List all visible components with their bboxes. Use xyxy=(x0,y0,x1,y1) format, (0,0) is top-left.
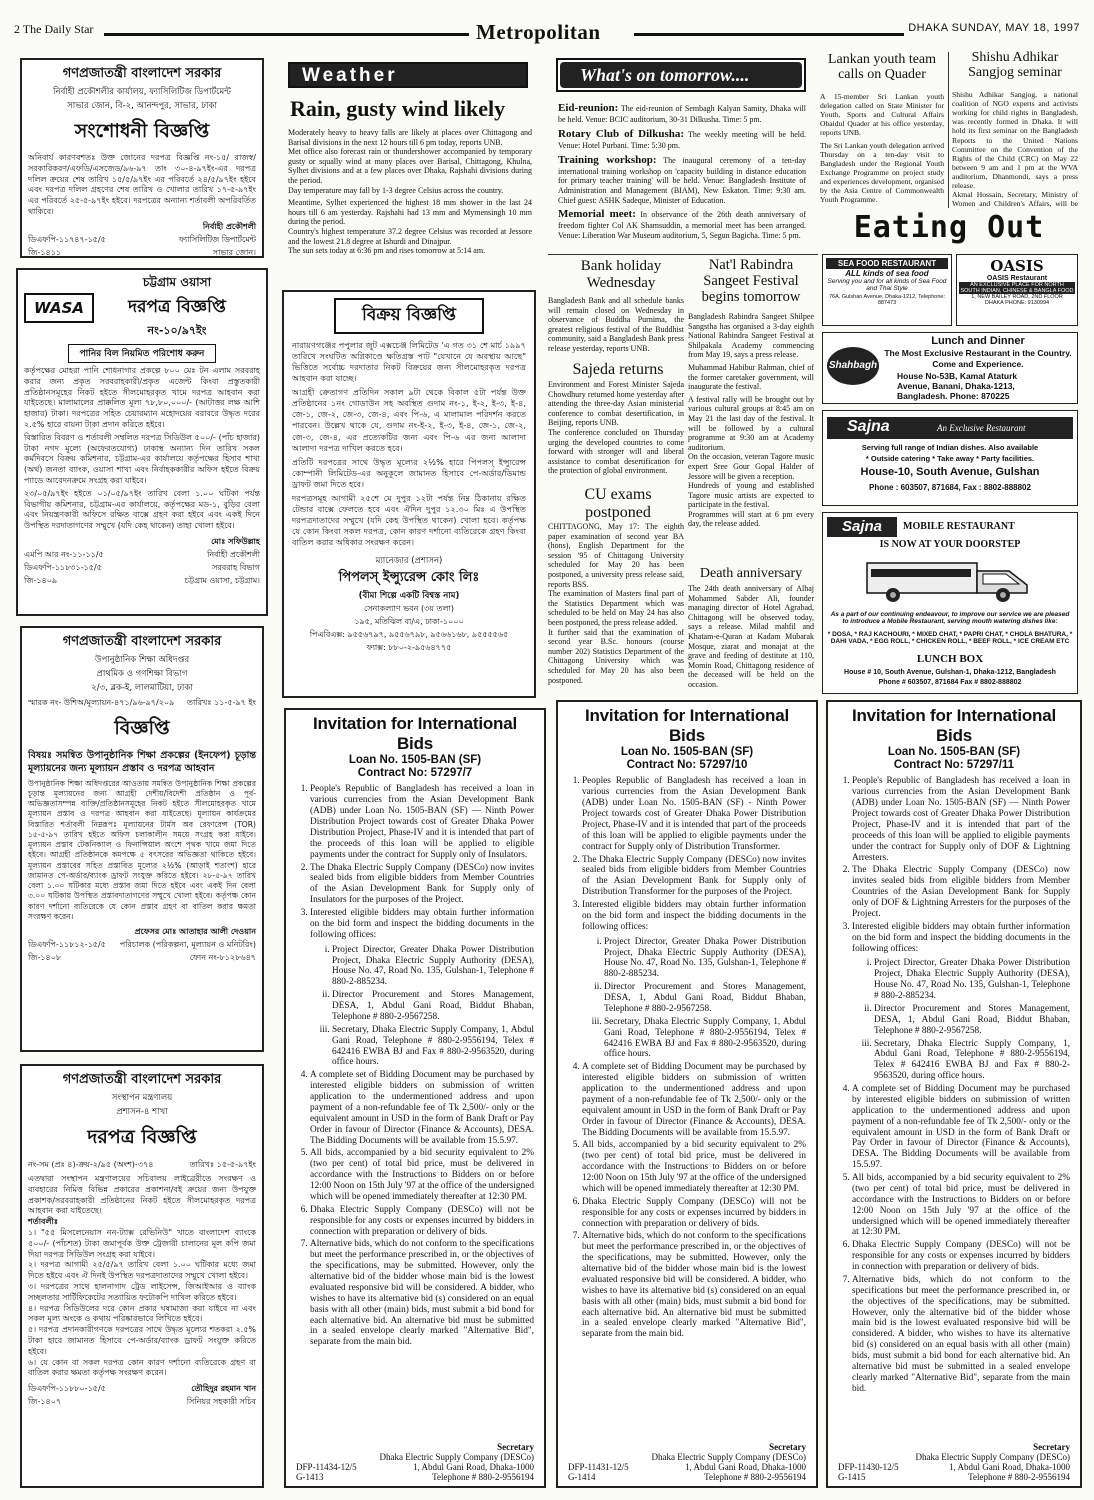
ad-memo-date: তারিখঃ ১১-৫-৯৭ ইং xyxy=(187,698,256,707)
masthead-rule-right xyxy=(634,33,904,36)
bid-gno: G-1414 xyxy=(568,1472,596,1482)
oasis-logo: OASIS xyxy=(990,257,1044,275)
shahbagh-title: Lunch and Dinner xyxy=(931,335,1025,347)
bid-secretary: Secretary xyxy=(1033,1442,1070,1452)
ad-headline: সংশোধনী বিজ্ঞপ্তি xyxy=(74,120,210,142)
sea-food-line1: ALL kinds of sea food xyxy=(845,269,929,278)
weather-label: Weather xyxy=(302,65,398,86)
event-text: The eid-reunion of Sembagh Kalyan Samity, Dhaka will be held. Venue: BCIC auditorium, 30-31 Dilkusha. Time: 5 pm. xyxy=(558,104,806,125)
bid-item-text: Interested eligible bidders may obtain further information on the bid form and inspect the bidding documents in the following offices: xyxy=(310,908,534,940)
rabindra-paragraph: A festival rally will be brought out by various cultural groups at 8:45 am on May 21 the last day of the festival. It will be followed by a cultural programme at 9:30 am at Academy auditorium. xyxy=(688,394,814,452)
bid-item: 6. Dhaka Electric Supply Company (DESCo) will not be responsible for any costs or expenses incurred by bidders in connection with preparation or delivery of bids. xyxy=(582,1197,806,1230)
page-number-paper-name: 2 The Daily Star xyxy=(14,22,94,36)
ad-body-2: বিস্তারিত বিবরণ ও শর্তাবলী সম্বলিত দরপত্র সিডিউল ৫০০/- (পাঁচ হাজার) টাকা নগদ মূল্যে (অফেরতযোগ্য) ঢাকাস্থ অন্যান্য দিন তারিখ সকল কর্মদিবসে বিক্রয় কমিশনার, চট্টগ্রাম-এর কার্যালয়ে কর্তৃপক্ষের হিসাব শাখা (অর্থ) জনতা ব্যাংক, ওয়াসা শাখা এবং নির্বাহককারীর অফিস হইতে বিক্রয় প্যাডে আবেদনক্রমে সংগ্রহ করা যাইবে। xyxy=(24,432,260,485)
ad-signer-phone: ফোন নং-৮১২৮৬৪৭ xyxy=(189,953,256,963)
column-rule xyxy=(548,254,818,255)
cu-paragraph: It further said that the examination of second year B.Sc. honours (course number 202) Statistics Department of the Chittagong University which was scheduled for May 20 has also been postponed. xyxy=(548,627,684,685)
bid-item: 5. All bids, accompanied by a bid security equivalent to 2% (two per cent) of total bid price, must be delivered in accordance with the Instructions to Bidders on or before 12:00 Noon on 15th July '97 at the office of the undersigned which will be opened immediately thereafter at 12:30 PM. xyxy=(852,1173,1070,1238)
ad-condition: ১। "৫৫ মিসলেনেয়াস নন-ট্যাক্স রেভিনিউ" খাতে বাংলাদেশ ব্যাংকে ৫০০/- (পাঁচশত) টাকা জমাপূর্বক উক্ত ট্রেজারী চালানের মূল কপি জমা দিয়া দরপত্র সিডিউল সংগ্রহ করা যাইবে। xyxy=(28,1227,256,1259)
bid-notice-transformer xyxy=(556,700,818,1488)
shishu-paragraph: Shishu Adhikar Sangjog, a national coalition of NGO experts and activists working for child rights in Bangladesh, was recently formed in Dhaka. It will hold its first seminar on the Bangladesh Reports to the United Nations Committee on the Convention of the Rights of the Child (CRC) on May 22 between 9 am and 1 pm at the WVA auditorium, Dhanmondi, says a press release. xyxy=(952,90,1078,191)
shahbagh-address-1: House No-53B, Kamal Ataturk xyxy=(897,371,1018,381)
masthead xyxy=(14,20,1080,46)
ad-signer-dept: ফ্যাসিলিটিজ ডিপার্টমেন্ট xyxy=(179,234,256,244)
mobile-lunch-box: LUNCH BOX xyxy=(916,653,984,665)
shishu-article xyxy=(952,90,1078,210)
mobile-address: House # 10, South Avenue, Gulshan-1, Dhaka-1212, Bangladesh xyxy=(844,669,1056,676)
ad-body-3: ২৩/০৫/৯৭ইং হইতে ০১/০৫/৯৭ইং তারিখ বেলা ১.০০ ঘটিকা পর্যন্ত বিভাগীয় কমিশনার, চট্টগ্রাম-এর কার্যালয়ে, কর্তৃপক্ষের মড-১, বুড়ির বেলা এবং নিয়ন্ত্রণকারী অফিসে রক্ষিত বাক্সে গ্রহণ করা হইবে এবং একই দিনে উপস্থিত দরদাতাগণের সম্মুখে (যদি কেহ থাকেন) তাহা খোলা হইবে। xyxy=(24,488,260,531)
bid-item: 7. Alternative bids, which do not conform to the specifications but meet the performance prescribed in, or the objectives of the specifications, may be submitted. However, only the alternative bid of the bidder whose main bid is the lowest evaluated responsive bid will be considered. A bidder, who wishes to have its alternative bid (s) considered on an equal basis with all other (main) bids, must submit a bid bond for each alternative bid. An alternative bid must be submitted in a sealed envelope clearly marked "Alternative Bid", separate from the main bid. xyxy=(582,1231,806,1340)
ad-address: ২/৩, ব্লক-ই, লালমাটিয়া, ঢাকা xyxy=(91,683,193,693)
mobile-restaurant-ad xyxy=(822,512,1078,694)
bid-office: iii. Secretary, Dhaka Electric Supply Company, 1, Abdul Gani Road, Telephone # 880-2-9556194, Telex # 642416 EWBA BJ and Fax # 880-2-9563520, during office hours. xyxy=(332,1025,534,1069)
rabindra-paragraph: On the occasion, veteran Tagore music expert Sree Gour Gopal Halder of Jessore will be given a reception. xyxy=(688,452,814,481)
bid-office: iii. Secretary, Dhaka Electric Supply Company, 1, Abdul Gani Road, Telephone # 880-2-9556194, Telex # 642416 EWBA BJ and Fax # 880-2-9563520, during office hours. xyxy=(604,1017,806,1061)
bid-item: 4. A complete set of Bidding Document may be purchased by interested eligible bidders on submission of written application to the undermentioned address and upon payment of a non-refundable fee of Tk 2,500/- only or the equivalent amount in USD in the form of Bank Draft or Pay Order in favour of Director (Finance & Accounts), DESA. The Bidding Documents will be available from 15.5.97. xyxy=(852,1084,1070,1171)
bid-loan: Loan No. 1505-BAN (SF) xyxy=(620,746,754,758)
bid-notice-insulators xyxy=(284,708,546,1488)
ad-headline: বিজ্ঞপ্তি xyxy=(114,717,170,739)
mobile-title: MOBILE RESTAURANT xyxy=(903,521,1015,532)
bid-address: 1, Abdul Gani Road, Dhaka-1000 xyxy=(413,1462,534,1472)
section-title: Metropolitan xyxy=(476,20,601,44)
gov-notice-education xyxy=(20,626,264,1052)
ad-subject: বিষয়ঃ সমন্বিত উপানুষ্ঠানিক শিক্ষা প্রকল্পের (ইনফেপ) চূড়ান্ত মূল্যায়নের জন্য মূল্যায়ন প্রস্তাব ও দরপত্র আহবান xyxy=(28,750,256,774)
ad-body: উপানুষ্ঠানিক শিক্ষা অধিদপ্তরের আওতায় সমন্বিত উপানুষ্ঠানিক শিক্ষা প্রকল্পের চূড়ান্ত মূল্যায়নের জন্য আগ্রহী দেশীয়/বিদেশী প্রতিষ্ঠান ও পূর্ব-অভিজ্ঞতাসম্পন্ন ব্যক্তি/প্রতিষ্ঠানসমূহের নিকট হইতে সীলমোহরকৃত খামে মূল্যায়ন প্রস্তাব ও দরপত্র আহবান করা যাইতেছে। মূল্যায়ন কার্যক্রমের বিস্তারিত শর্তাবলী নিম্নরূপঃ মূল্যায়নের টার্মস অব রেফারেন্স (TOR) ১৫-৫-৯৭ তারিখ হইতে অফিস চলাকালীন সময়ে সংগ্রহ করা যাইবে। মূল্যায়ন প্রস্তাব টেকনিক্যাল ও ফিনান্সিয়াল অংশে পৃথক খামে জমা দিতে হইবে। আগ্রহী প্রতিষ্ঠানকে কমপক্ষে ৫ বৎসরের অভিজ্ঞতা থাকিতে হইবে। মূল্যায়ন প্রস্তাবের সহিত প্রস্তাবিত মূল্যের ২½% (আড়াই শতাংশ) হারে জামানত পে-অর্ডার/ব্যাংক ড্রাফট সংযুক্ত করিতে হইবে। ২৮-৫-৯৭ তারিখ বেলা ১.০০ ঘটিকার মধ্যে প্রস্তাব জমা দিতে হইবে এবং একই দিন বেলা ৩.০০ ঘটিকায় উপস্থিত প্রস্তাবদাতাগণের সম্মুখে খোলা হইবে। কর্তৃপক্ষ কোন কারণ দর্শানো ব্যতিরেকে যে কোন প্রস্তাব গ্রহণ বা বাতিল করার ক্ষমতা সংরক্ষণ করেন। xyxy=(28,778,256,921)
ad-condition: ৫। দরপত্র প্রদানকারীগণকে দরপত্রের সাথে উদ্ধৃত মূল্যের শতকরা ২.৫% টাকা হারে জামানত হিসাবে পে-অর্ডার/ব্যাংক ড্রাফট সংযুক্ত করিতে হইবে। xyxy=(28,1325,256,1356)
bid-office: ii. Director Procurement and Stores Management, DESA, 1, Abdul Gani Road, Biddut Bhaban, Telephone # 880-2-9567258. xyxy=(332,990,534,1023)
cu-paragraph: CHITTAGONG, May 17: The eighth paper examination of second year BA (hons), English Department for the session '95 of Chittagong University scheduled for May 20 has been postponed, a university press release said, reports BSS. xyxy=(548,522,684,589)
ad-signer-dept: সরবরাহ বিভাগ xyxy=(212,562,260,572)
wasa-org: চট্টগ্রাম ওয়াসা xyxy=(142,275,212,289)
bid-title: Invitation for International Bids xyxy=(312,714,518,753)
lankan-headline: Lankan youth team calls on Quader xyxy=(827,52,937,83)
bid-item xyxy=(852,922,1070,1082)
bank-holiday-headline: Bank holiday Wednesday xyxy=(580,258,662,291)
ad-ref: ডিএফপি-১১৭৪৭-১৫/৫ xyxy=(28,234,106,244)
bid-phone: Telephone # 880-2-9556194 xyxy=(704,1472,806,1482)
oasis-ad xyxy=(956,254,1078,326)
bid-items xyxy=(568,776,806,1340)
bid-footer xyxy=(838,1442,1070,1482)
sale-notice-headline: বিক্রয় বিজ্ঞপ্তি xyxy=(334,298,484,334)
bid-item: 1. People's Republic of Bangladesh has received a loan in various currencies from the Asian Development Bank (ADB) under Loan No. 1505-BAN (SF) — Ninth Power Distribution Project towards cost of Greater Dhaka Power Distribution Project, Phase-IV and it is intended that part of the proceeds of this loan will be applied to eligible payments under the contract for Supply only of Insulators. xyxy=(310,784,534,860)
bid-items xyxy=(296,784,534,1348)
lankan-article xyxy=(820,92,944,210)
ad-ref-g: জি-১৪০৭ xyxy=(28,1397,62,1407)
sale-p4: দরপত্রসমূহ আগামী ২৫শে মে দুপুর ১২টা পর্যন্ত নিম্ন ঠিকানায় রক্ষিত টেন্ডার বাক্সে ফেলতে হবে এবং ঐদিন দুপুর ১২.৩০ মিঃ এ উপস্থিত দরপত্রদাতাদের সম্মুখে (যদি কেহ উপস্থিত থাকেন) খোলা হবে। কর্তৃপক্ষ যে কোন কিংবা সকল দরপত্র, কোন কারণ দর্শানো ব্যতিরেকে গ্রহণ কিংবা বাতিল করার অধিকার সংরক্ষণ করেন। xyxy=(292,492,526,548)
event-heading: Rotary Club of Dilkusha: xyxy=(558,127,685,140)
weather-article xyxy=(288,128,532,278)
bid-secretary: Secretary xyxy=(497,1442,534,1452)
event-text: The weekly meeting will be held. Venue: Hotel Purbani. Time: 5:30 pm. xyxy=(558,129,806,150)
sale-signer-title: ম্যানেজার (প্রশাসন) xyxy=(375,556,443,567)
shahbagh-line1: The Most Exclusive Restaurant in the Country. xyxy=(884,348,1072,358)
ad-title: গণপ্রজাতন্ত্রী বাংলাদেশ সরকার xyxy=(62,66,222,81)
bid-address: 1, Abdul Gani Road, Dhaka-1000 xyxy=(685,1462,806,1472)
bid-gno: G-1415 xyxy=(838,1472,866,1482)
bid-item: 7. Alternative bids, which do not conform to the specifications but meet the performance prescribed in, or the objectives of the specifications, may be submitted. However, only the alternative bid of the bidder whose main bid is the lowest evaluated responsive bid will be considered. A bidder, who wishes to have its alternative bid (s) considered on an equal basis with all other (main) bids, must submit a bid bond for each alternative bid. An alternative bid must be submitted in a sealed envelope clearly marked "Alternative Bid", separate from the main bid. xyxy=(852,1275,1070,1395)
oasis-phone: DHAKA PHONE: 9130994 xyxy=(984,300,1050,306)
bid-item: 5. All bids, accompanied by a bid security equivalent to 2% (two per cent) of total bid price, must be delivered in accordance with the Instructions to Bidders on or before 12:00 Noon on 15th July '97 at the office of the undersigned which will be opened immediately thereafter at 12:30 PM. xyxy=(582,1140,806,1194)
ad-signer: তৌহিদুর রহমান খান xyxy=(191,1384,256,1394)
sea-food-address: 76A, Gulshan Avenue, Dhaka-1212, Telephone: 887473 xyxy=(829,294,945,306)
bid-item: 2. The Dhaka Electric Supply Company (DESCo) now invites sealed bids from eligible bidders from Member Countries of the Asian Development Bank for Supply only of Distribution Transformer for the purposes of the Project. xyxy=(582,855,806,899)
bid-loan: Loan No. 1505-BAN (SF) xyxy=(348,754,482,766)
ad-signer-title: সিনিয়র সহকারী সচিব xyxy=(186,1397,256,1407)
sajna-address: House-10, South Avenue, Gulshan xyxy=(860,466,1040,478)
weather-paragraph: Day temperature may fall by 1-3 degree Celsius across the country. xyxy=(288,185,504,195)
ad-ref-3: জি-১৪০৯ xyxy=(24,575,58,585)
ad-subtitle-1: সংস্থাপন মন্ত্রণালয় xyxy=(111,1093,173,1103)
tomorrow-label: What's on tomorrow.... xyxy=(580,65,750,85)
ad-headline: দরপত্র বিজ্ঞপ্তি xyxy=(87,1126,197,1148)
ad-address: সাভার জোন, বি-২, আনন্দপুর, সাভার, ঢাকা xyxy=(67,101,217,111)
ad-signer-title: নির্বাহী প্রকৌশলী xyxy=(207,549,260,559)
bid-item: 2. The Dhaka Electric Supply Company (DESCo) now invites sealed bids from eligible bidders from Member Countries of the Asian Development Bank for Supply only of DOF & Lightning Arresters for the purposes of the Project. xyxy=(852,865,1070,919)
bid-office: i. Project Director, Greater Dhaka Power Distribution Project, Dhaka Electric Supply Authority (DESA), House No. 47, Road No. 135, Gulshan-1, Telephone # 880-2-885234. xyxy=(332,945,534,989)
sajna-logo: Sajna xyxy=(847,418,890,435)
mobile-logo: Sajna xyxy=(827,517,897,537)
wasa-tender-notice xyxy=(16,268,268,616)
rabindra-headline: Nat'l Rabindra Sangeet Festival begins tomorrow xyxy=(701,257,801,305)
bid-item: 6. Dhaka Electric Supply Company (DESCo) will not be responsible for any costs or expenses incurred by bidders in connection with preparation or delivery of bids. xyxy=(310,1205,534,1238)
bid-item: 4. A complete set of Bidding Document may be purchased by interested eligible bidders on submission of written application to the undermentioned address and upon payment of a non-refundable fee of Tk 2,500/- only or the equivalent amount in USD in the form of Bank Draft or Pay Order in favour of Director (Finance & Accounts), DESA. The Bidding Documents will be available from 15.5.97. xyxy=(582,1062,806,1138)
sajeda-headline: Sajeda returns xyxy=(572,361,664,378)
sea-food-ad xyxy=(822,254,952,326)
ad-memo: স্মারক নং- উশিঅ/মূল্যায়ন-৪৭১/৯৬-৯৭/২০৯ xyxy=(28,698,175,707)
shishu-paragraph: Akmal Hossain, Secretary, Ministry of Women and Children's Affairs, will be xyxy=(952,190,1078,209)
weather-paragraph: Moderately heavy to heavy falls are likely at places over Chittagong and Barisal divisions in the next 12 hours till 6 pm today, reports UNB. xyxy=(288,128,532,147)
ad-headline: দরপত্র বিজ্ঞপ্তি xyxy=(128,297,226,317)
wasa-banner: পানির বিল নিয়মিত পরিশোধ করুন xyxy=(68,344,216,363)
shahbagh-logo: Shahbagh xyxy=(827,347,879,385)
oasis-address: 1, NEW BAILEY ROAD, 2ND FLOOR xyxy=(971,294,1063,300)
bid-ref: DFP-11434-12/5 xyxy=(296,1462,357,1472)
bid-phone: Telephone # 880-2-9556194 xyxy=(968,1472,1070,1482)
ad-signer-title: পরিচালক (পরিকল্পনা, মূল্যায়ন ও মনিটরিং) xyxy=(119,940,256,950)
cu-exams-headline: CU exams postponed xyxy=(584,486,652,521)
oasis-name: OASIS Restaurant xyxy=(986,275,1048,282)
bid-company: Dhaka Electric Supply Company (DESCo) xyxy=(379,1452,534,1462)
bid-phone: Telephone # 880-2-9556194 xyxy=(432,1472,534,1482)
event-heading: Training workshop: xyxy=(558,153,657,166)
ad-ref-g: জি-১৪১১ xyxy=(28,247,62,257)
cu-paragraph: The examination of Masters final part of the Statistics Department which was scheduled to be held on May 24 has also been postponed, the press release added. xyxy=(548,589,684,627)
shahbagh-address-2: Avenue, Banani, Dhaka-1213, xyxy=(897,381,1015,391)
rabindra-paragraph: Bangladesh Rabindra Sangeet Shilpee Sangstha has organised a 3-day eighth National Rabindra Sangeet Festival at Shilpakala Academy commencing from May 19, says a press release. xyxy=(688,312,814,360)
oasis-line2: SOUTH INDIAN, CHINESE & BANGLA FOOD xyxy=(960,288,1074,294)
dateline: DHAKA SUNDAY, MAY 18, 1997 xyxy=(908,22,1080,34)
oasis-line1: AN EXCLUSIVE PLACE FOR NORTH xyxy=(959,282,1075,288)
bid-contract: Contract No: 57297/7 xyxy=(357,767,473,780)
sajna-phone: Phone : 603507, 871684, Fax : 8802-888802 xyxy=(869,483,1031,492)
lankan-paragraph: A 15-member Sri Lankan youth delegation called on State Minister for Youth, Sports and Cultural Affairs Obaidul Quader at his office yesterday, reports UNB. xyxy=(820,92,944,138)
event-text: In observance of the 26th death anniversary of freedom fighter Col AK Shamsuddin, a memorial meet has been arranged. Venue: Liberation War Museum auditorium, 5, Segun Bagicha. Time: 5 pm. xyxy=(558,210,806,240)
wasa-logo: WASA xyxy=(24,293,94,323)
eating-out-title: Eating Out xyxy=(853,210,1045,245)
weather-paragraph: The sun sets today at 6:36 pm and rises tomorrow at 5:14 am. xyxy=(288,246,486,256)
bid-office: ii. Director Procurement and Stores Management, DESA, 1, Abdul Gani Road, Biddut Bhaban, Telephone # 880-2-9567258. xyxy=(874,1004,1070,1037)
ad-condition: ৩। দরপত্রের সাথে হালনাগাদ ট্রেড লাইসেন্স, জিআইআর ও ব্যাংক সচ্ছলতার সার্টিফিকেটের সত্যায়িত ফটোকপি দাখিল করিতে হইবে। xyxy=(28,1281,256,1302)
sale-p1: নারায়ণগঞ্জের পপুলার জুট এক্সচেঞ্জ লিমিটেড 'এ গত ৩১ শে মার্চ ১৯৯৭ তারিখে সংঘটিত অগ্নিকাণ্ডে ক্ষতিগ্রস্ত পাট "যেখানে যে অবস্থায় আছে" ভিত্তিতে সর্বোচ্চ দরদাতার নিকট বিক্রয়ের জন্য সীলমোহরকৃত দরপত্র আহবান করা যাচ্ছে। xyxy=(292,340,526,384)
gov-notice-tender xyxy=(20,1064,264,1488)
gov-notice-correction xyxy=(20,58,264,258)
ad-ref: এমপি আর নং-১১-১১/৫ xyxy=(24,549,104,559)
sale-notice xyxy=(282,290,536,698)
bid-item xyxy=(310,908,534,1068)
sajna-line1: Serving full range of Indian dishes. Also available xyxy=(861,443,1039,452)
ad-number: নং-সম (প্রঃ ৪)-ক্রয়-২/৯৫ (অংশ)-৩৭৪ xyxy=(28,1160,154,1169)
weather-paragraph: Country's highest temperature 37.2 degree Celsius was recorded at Jessore and the lowest 21.8 degree at Ishurdi and Dinajpur. xyxy=(288,226,532,246)
ad-condition: ২। দরপত্র আগামী ২৫/৫/৯৭ তারিখ বেলা ১.০০ ঘটিকার মধ্যে জমা দিতে হইবে এবং ঐ দিনই উপস্থিত দরপত্রদাতাদের সম্মুখে খোলা হইবে। xyxy=(28,1260,256,1281)
mobile-phone: Phone # 603507, 871684 Fax # 8802-888802 xyxy=(878,679,1022,686)
bid-item-text: Interested eligible bidders may obtain further information on the bid form and inspect the bidding documents in the following offices: xyxy=(852,921,1070,954)
sale-p3: প্রতিটি দরপত্রের সাথে উদ্ধৃত মূল্যের ২½% হারে পিপলস্ ইন্স্যুরেন্স কোম্পানী লিমিটেড-এর অনুকূলে জামানত হিসাবে পে-অর্ডার/ডিমান্ড ড্রাফট জমা দিতে হবে। xyxy=(292,456,526,489)
mobile-subtitle: IS NOW AT YOUR DOORSTEP xyxy=(879,539,1021,550)
bid-item: 6. Dhaka Electric Supply Company (DESCo) will not be responsible for any costs or expenses incurred by bidders in connection with preparation or delivery of bids. xyxy=(852,1240,1070,1273)
bid-office: ii. Director Procurement and Stores Management, DESA, 1, Abdul Gani Road, Biddut Bhaban, Telephone # 880-2-9567258. xyxy=(604,982,806,1015)
weather-paragraph: Meantime, Sylhet experienced the highest 18 mm shower in the last 24 hours till 6 am yesterday. Rajshahi had 13 mm and Mymensingh 10 mm during the period. xyxy=(288,198,532,227)
ad-subtitle-1: উপানুষ্ঠানিক শিক্ষা অধিদপ্তর xyxy=(94,655,190,665)
ad-condition: ৬। যে কোন বা সকল দরপত্র কোন কারণ দর্শানো ব্যতিরেকে গ্রহণ বা বাতিল করার ক্ষমতা কর্তৃপক্ষ সংরক্ষণ করেন। xyxy=(28,1357,256,1378)
weather-label-box xyxy=(288,62,528,88)
mobile-dishes: * DOSA, * RAJ KACHOURI, * MIXED CHAT, * PAPRI CHAT, * CHOLA BHATURA, * DAHI VADA, * EGG ROLL, * CHICKEN ROLL, * BEEF ROLL, * ICE CREAM ETC xyxy=(827,631,1073,645)
rabindra-paragraph: Hundreds of young and established Tagore music artists are expected to participate in the festival. xyxy=(688,481,814,510)
bid-secretary: Secretary xyxy=(769,1442,806,1452)
sajna-tagline: An Exclusive Restaurant xyxy=(937,423,1026,433)
event-heading: Eid-reunion: xyxy=(558,102,619,114)
bid-items xyxy=(838,776,1070,1394)
bid-ref: DFP-11431-12/5 xyxy=(568,1462,629,1472)
bid-office: i. Project Director, Greater Dhaka Power Distribution Project, Dhaka Electric Supply Authority (DESA), House No. 47, Road No. 135, Gulshan-1, Telephone # 880-2-885234. xyxy=(874,958,1070,1002)
delivery-van-icon xyxy=(863,555,1039,607)
sajeda-paragraph: Environment and Forest Minister Sajeda Chowdhury returned home yesterday after attending the three-day Asian ministerial conference to combat desertification, in Beijing, reports UNB. xyxy=(548,380,684,428)
ad-condition: ৪। দরপত্র সিডিউলের দরে কোন প্রকার ঘষামাজা করা যাইবে না এবং সকল মূল্য অংকে ও কথায় পরিষ্কারভাবে লিখিতে হইবে। xyxy=(28,1303,256,1324)
mobile-intro: As a part of our continuing endeavour, to improve our service we are pleased to introduce a Mobile Restaurant, serving mouth watering dishes like: xyxy=(830,611,1070,625)
sale-company: পিপলস্ ইন্স্যুরেন্স কোং লিঃ xyxy=(338,570,480,586)
bid-contract: Contract No: 57297/10 xyxy=(626,759,748,772)
ad-signer: নির্বাহী প্রকৌশলী xyxy=(202,221,256,231)
sale-fax: ফ্যাক্স: ৮৮০-২-৯৫৬৪৭৭৫ xyxy=(366,643,452,653)
bid-title: Invitation for International Bids xyxy=(851,706,1057,745)
ad-body-1: কর্তৃপক্ষের মোহরা পানি শোধনাগার প্রকল্পে ৮০০ মেঃ টন এলাম সরবরাহ করার জন্য প্রকৃত সরবরাহকারী/প্রকৃত এজেন্ট কিংবা প্রস্তুতকারী প্রতিষ্ঠানসমূহের নিকট হইতে সীলমোহরকৃত খামে দরপত্র আহবান করা যাইতেছে। মালামালের প্রাক্কলিত মূল্য ৭৮,৮০,০০০/- (আটাত্তর লক্ষ আশি হাজার) টাকা। দরপত্রের সহিত চেয়ারম্যান মহোদয়ের বরাবরে উদ্ধৃত দরের ২.৫% হারে বায়না টাকা প্রদান করিতে হইবে। xyxy=(24,366,260,429)
masthead-rule-left xyxy=(104,33,469,36)
bank-holiday-text: Bangladesh Bank and all schedule banks will remain closed on Wednesday in observance of Buddha Purnima, the greatest religious festival of the Buddhist community, said a Bangladesh Bank press release yesterday, reports UNB. xyxy=(548,296,684,353)
bid-item: 1. Peoples Republic of Bangladesh has received a loan in various currencies from the Asian Development Bank (ADB) under Loan No. 1505-BAN (SF) - Ninth Power Project towards cost of Greater Dhaka Power Distribution Project, Phase-IV and it is intended that part of the proceeds of this loan will be applied to eligible payments under the contract for Supply only of Distribution Transformer. xyxy=(582,776,806,852)
ad-ref: ডিএফপি-১১৮১২-১৫/৫ xyxy=(28,940,106,950)
ad-ref-2: ডিএফপি-১১৮৩১-১৫/৫ xyxy=(24,562,102,572)
lankan-paragraph: The Sri Lankan youth delegation arrived Thursday on a ten-day visit to Bangladesh under the Regional Youth Exchange Programme on project study and experiences development, organised by the Asia Centre of Commonwealth Youth Programme. xyxy=(820,140,944,205)
rabindra-paragraph: Muhammad Habibur Rahman, chief of the former caretaker government, will inaugurate the festival. xyxy=(688,362,814,392)
ad-subtitle: নির্বাহী প্রকৌশলীর কার্যালয়, ফ্যাসিলিটিজ ডিপার্টমেন্ট xyxy=(53,87,231,97)
bid-loan: Loan No. 1505-BAN (SF) xyxy=(887,746,1021,758)
ad-intro: এতদ্বারা সংস্থাপন মন্ত্রণালয়ের সচিবালয় লাইব্রেরীতে সংরক্ষণ ও ব্যবহারের নিমিত্ত বিভিন্ন প্রকারের প্রকাশনা/বই ক্রয়ের জন্য উপযুক্ত প্রকাশক/সরবরাহকারী প্রতিষ্ঠানের নিকট হইতে সীলমোহরকৃত দরপত্র আহবান করা যাইতেছে। xyxy=(28,1174,256,1216)
rabindra-article xyxy=(688,312,814,564)
ad-signer: মোঃ সফিউল্লাহ xyxy=(211,536,260,546)
ad-date: তারিখঃ ১৫-৫-৯৭ইং xyxy=(189,1160,256,1169)
bid-item-text: Interested eligible bidders may obtain further information on the bid form and inspect the bidding documents in the following offices: xyxy=(582,900,806,932)
ad-title: গণপ্রজাতন্ত্রী বাংলাদেশ সরকার xyxy=(62,634,222,649)
sale-tagline: (বীমা শিল্পে একটি বিশ্বস্ত নাম) xyxy=(358,591,460,602)
ad-ref-g: জি-১৪০৮ xyxy=(28,953,62,963)
sajeda-article xyxy=(548,380,684,484)
cu-exams-article xyxy=(548,522,684,692)
bid-item: 7. Alternative bids, which do not conform to the specifications but meet the performance prescribed in, or the objectives of the specifications, may be submitted. However, only the alternative bid of the bidder whose main bid is the lowest evaluated responsive bid will be considered. A bidder, who wishes to have its alternative bid (s) considered on an equal basis with all other (main) bids, must submit a bid bond for each alternative bid. An alternative bid must be submitted in a sealed envelope clearly marked "Alternative Bid", separate from the main bid. xyxy=(310,1239,534,1348)
bid-gno: G-1413 xyxy=(296,1472,324,1482)
shahbagh-address-3: Bangladesh. Phone: 870225 xyxy=(897,391,1010,401)
sale-address-1: সেনাকল্যাণ ভবন (৩য় তলা) xyxy=(364,604,454,614)
bid-office: i. Project Director, Greater Dhaka Power Distribution Project, Dhaka Electric Supply Authority (DESA), House No. 47, Road No. 135, Gulshan-1, Telephone # 880-2-885234. xyxy=(604,937,806,981)
ad-ref: ডিএফপি-১১৮৮০-১৫/৫ xyxy=(28,1384,106,1394)
event-text: The inaugural ceremony of a ten-day international training workshop on 'capacity building in distance education for primary teacher training' will be held. Venue: Bangladesh Institute of Administration and Management (BIAM), New Eskaton. Time: 9:30 am. Chief guest: ASHK Sadeque, Minister of Education. xyxy=(558,155,806,205)
shahbagh-ad xyxy=(822,332,1078,404)
ad-title: গণপ্রজাতন্ত্রী বাংলাদেশ সরকার xyxy=(62,1072,222,1087)
tomorrow-listing xyxy=(558,102,806,248)
sea-food-name: SEA FOOD RESTAURANT xyxy=(826,258,948,269)
ad-signer: প্রফেসর মোঃ আতাহার আলী দেওয়ান xyxy=(134,927,256,937)
sajeda-paragraph: The conference concluded on Thursday urging the developed countries to come forward with stronger will and liberal assistance to combat desertification for the protection of global environment. xyxy=(548,427,684,476)
tomorrow-label-box xyxy=(556,58,806,92)
bid-footer xyxy=(296,1442,534,1482)
shahbagh-line2: Come and Experience. xyxy=(932,359,1024,369)
ad-body: অনিবার্য কারণবশতঃ উক্ত জোনের দরপত্র বিজ্ঞপ্তি নং-১৫/ রাজস্ব/সরকারিকরণ/এফডি/এসজেড/৯৬-৯৭ তাং ৩০-৪-৯৭ইং-এর দরপত্র দলিল ক্রয়ের শেষ তারিখ ১৫/৫/৯৭ইং এর পরিবর্তে ২৪/৫/৯৭ইং হইবে এবং দরপত্র দলিল গ্রহণের শেষ তারিখ ও খোলার তারিখ ১৭-৫-৯৭ইং এর পরিবর্তে ২৫-৫-৯৭ইং হইবে। দরপত্রের অন্যান্য শর্তাবলী অপরিবর্তিত থাকিবে। xyxy=(28,153,256,216)
ad-signer-org: চট্টগ্রাম ওয়াসা, চট্টগ্রাম। xyxy=(184,575,260,585)
event-heading: Memorial meet: xyxy=(558,208,636,221)
shishu-headline: Shishu Adhikar Sangjog seminar xyxy=(968,50,1062,81)
ad-subtitle-2: প্রশাসন-৪ শাখা xyxy=(116,1107,168,1117)
sea-food-line2: Serving you and for all kinds of Sea Food and Thai Style xyxy=(827,278,947,292)
bid-footer xyxy=(568,1442,806,1482)
death-anniversary-headline: Death anniversary xyxy=(699,566,803,581)
weather-headline: Rain, gusty wind likely xyxy=(290,96,506,121)
sajna-line2: * Outside catering * Take away * Party facilities. xyxy=(865,454,1035,463)
bid-item: 1. People's Republic of Bangladesh has received a loan in various currencies from the Asian Development Bank (ADB) under Loan No. 1505-BAN (SF) — Ninth Power Project towards cost of Greater Dhaka Power Distribution Project, Phase-IV and it is intended that part of the proceeds of this loan will be applied to eligible payments under the contract for Supply only of DOF & Lightning Arresters. xyxy=(852,776,1070,863)
ad-signer-loc: সাভার জোন। xyxy=(212,247,256,257)
sale-p2: আগ্রহী ক্রেতাগণ প্রতিদিন সকাল ৯টা থেকে বিকাল ৫টা পর্যন্ত উক্ত প্রতিষ্ঠানের ১নং গোডাউন সহ অবস্থিত গুদাম নং-১, ই-২, ই-৩, ই-৪, জে-১, জে-২, জে-৩, জে-৪, এবং পি-৬, এ মালামাল পরিদর্শন করতে পারবেন। উল্লেখ থাকে যে, গুদাম নং-ই-২, ই-৩, ই-৪, জে-১, জে-২, জে-৩, জে-৪, এর প্রত্যেকটির জন্য এবং পি-৬ এর জন্য আলাদা আলাদা দরপত্র দাখিল করতে হবে। xyxy=(292,387,526,453)
bid-address: 1, Abdul Gani Road, Dhaka-1000 xyxy=(949,1462,1070,1472)
rabindra-paragraph: Programmes will start at 6 pm every day, the release added. xyxy=(688,509,814,529)
bid-ref: DFP-11430-12/5 xyxy=(838,1462,899,1472)
bid-notice-arresters xyxy=(826,700,1082,1488)
bid-company: Dhaka Electric Supply Company (DESCo) xyxy=(915,1452,1070,1462)
ad-conditions-label: শর্তাবলীঃ xyxy=(28,1217,59,1227)
ad-subtitle-2: প্রাথমিক ও গণশিক্ষা বিভাগ xyxy=(96,669,188,679)
column-rule-vertical xyxy=(948,52,949,208)
bid-office: iii. Secretary, Dhaka Electric Supply Company, 1, Abdul Gani Road, Telephone # 880-2-9556194, Telex # 642416 EWBA BJ and Fax # 880-2-9563520, during office hours. xyxy=(874,1039,1070,1083)
sale-address-2: ১৯৫, মতিঝিল বা/এ, ঢাকা-১০০০ xyxy=(354,617,464,627)
bid-item: 4. A complete set of Bidding Document may be purchased by interested eligible bidders on submission of written application to the undermentioned address and upon payment of a non-refundable fee of Tk 2,500/- only or the equivalent amount in USD in the form of Bank Draft or Pay Order in favour of Director (Finance & Accounts), DESA. The Bidding Documents will be available from 15.5.97. xyxy=(310,1070,534,1146)
bid-item: 2. The Dhaka Electric Supply Company (DESCo) now invites sealed bids from eligible bidders from Member Countries of the Asian Development Bank for Supply only of Insulators for the purposes of the Project. xyxy=(310,863,534,907)
bid-item xyxy=(582,900,806,1060)
ad-number: নং-১০/৯৭ইং xyxy=(147,324,207,337)
weather-paragraph: Met office also forecast rain or thundershower accompanied by temporary gusty or squally wind at many places over Barisal, Chittagong, Khulna, Sylhet divisions and at a few places over Dhaka, Rajshahi divisions during the period. xyxy=(288,147,532,185)
death-anniversary-text: The 24th death anniversary of Alhaj Mohammed Sabder Ali, founder managing director of Hotel Agrabad, Chittagong will be observed today, says a release. Milad mahfil and Khatam-e-Quran at Kadam Mubarak Mosque, ziarat and monajat at the grave and feeding of destitute at 110, Momin Road, Chittagong residence of the deceased will be held on the occasion. xyxy=(688,584,814,689)
bid-contract: Contract No: 57297/11 xyxy=(893,759,1015,772)
bid-company: Dhaka Electric Supply Company (DESCo) xyxy=(651,1452,806,1462)
bid-title: Invitation for International Bids xyxy=(584,706,790,745)
sajna-ad xyxy=(822,410,1078,506)
bid-item: 5. All bids, accompanied by a bid security equivalent to 2% (two per cent) of total bid price, must be delivered in accordance with the Instructions to Bidders on or before 12:00 Noon on 15th July '97 at the office of the undersigned which will be opened immediately thereafter at 12:30 PM. xyxy=(310,1148,534,1202)
sale-phones: পিএবিএক্স: ৯৫৫৬৭৯৭, ৯৫৫৬৭৯৮, ৯৫৬৬১৬৮, ৯৫৫৫৫৬৫ xyxy=(309,630,509,640)
